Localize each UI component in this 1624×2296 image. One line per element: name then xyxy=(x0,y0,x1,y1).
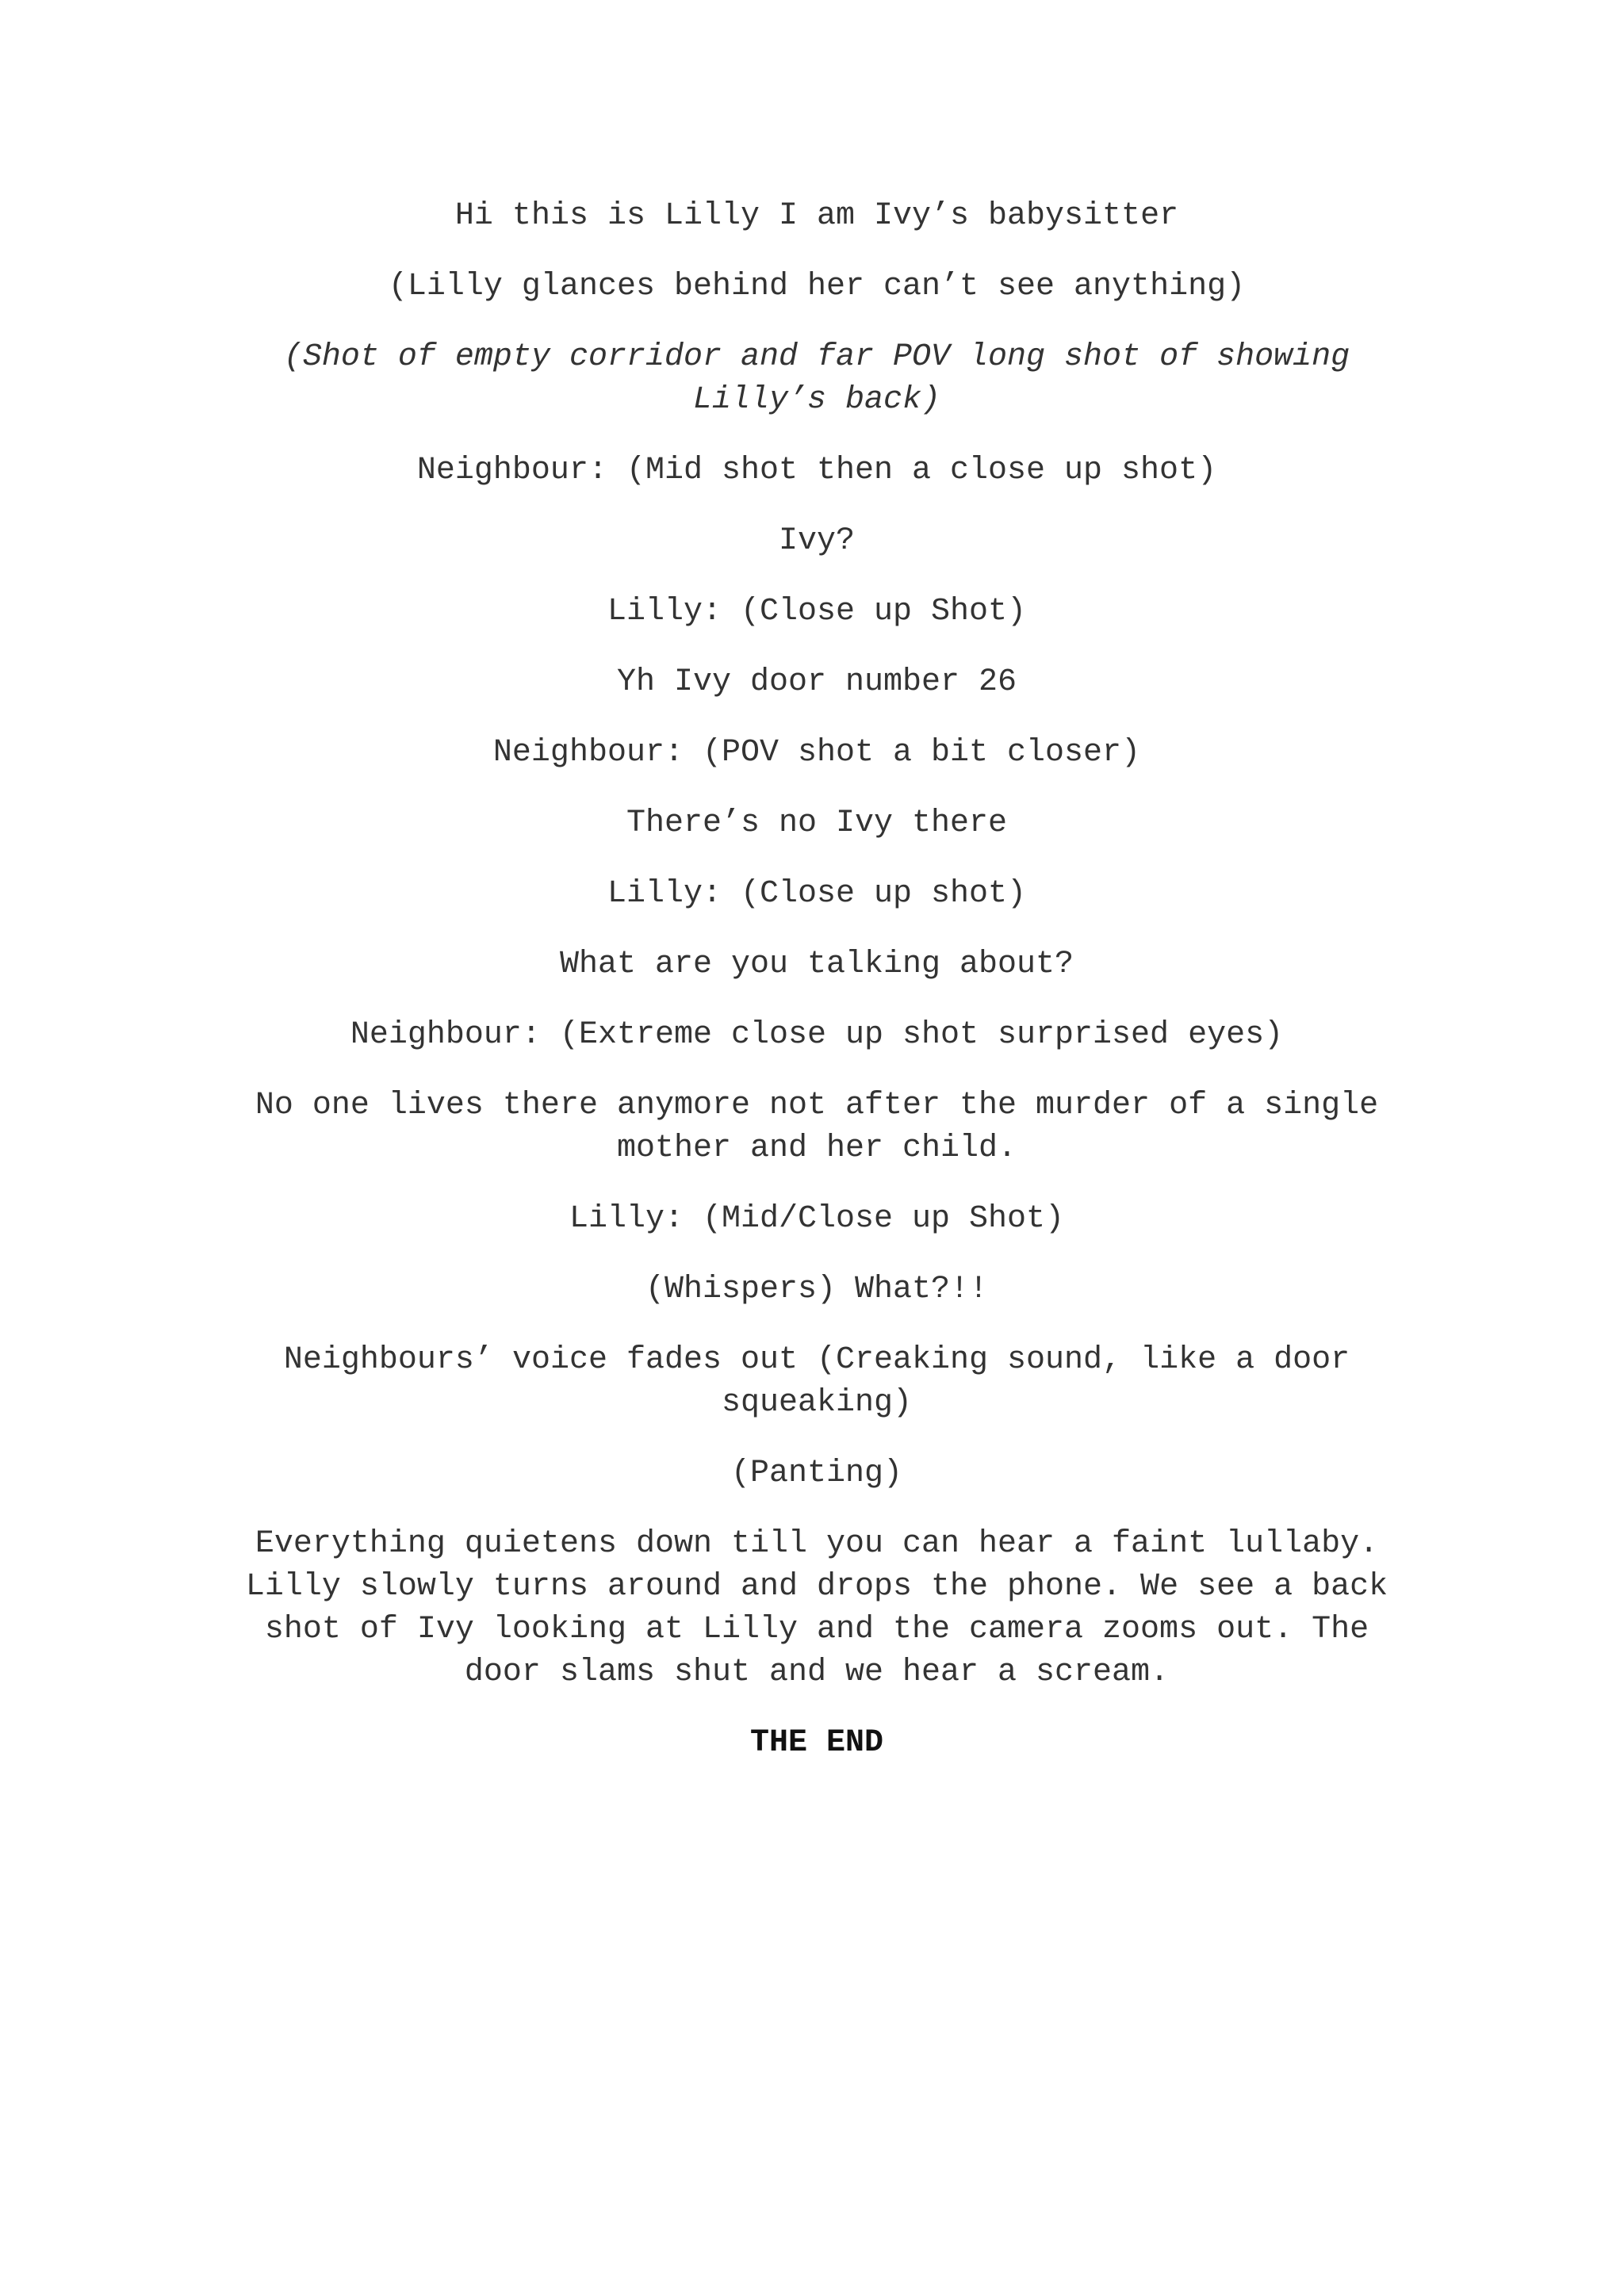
dialogue-line: No one lives there anymore not after the murder of a single mother and her child. xyxy=(255,1088,1379,1166)
dialogue-line: Ivy? xyxy=(778,523,855,559)
dialogue-line: What are you talking about? xyxy=(559,947,1074,982)
character-cue: Neighbour: (POV shot a bit closer) xyxy=(492,735,1141,771)
dialogue-line: Yh Ivy door number 26 xyxy=(616,664,1017,700)
character-cue: Lilly: (Close up Shot) xyxy=(607,594,1027,629)
camera-direction: (Shot of empty corridor and far POV long shot of showing Lilly’s back) xyxy=(283,339,1350,418)
script-body xyxy=(238,195,1396,1793)
stage-direction: (Panting) xyxy=(730,1456,903,1491)
dialogue-line: Hi this is Lilly I am Ivy’s babysitter xyxy=(454,198,1179,234)
character-cue: Lilly: (Mid/Close up Shot) xyxy=(569,1201,1065,1237)
character-cue: Lilly: (Close up shot) xyxy=(607,876,1027,912)
character-cue: Neighbour: (Mid shot then a close up shot) xyxy=(416,453,1217,488)
stage-direction: (Lilly glances behind her can’t see anything) xyxy=(388,269,1246,304)
closing-description: Everything quietens down till you can hear a faint lullaby. Lilly slowly turns around and drops the phone. We see a back shot of Ivy looking at Lilly and the camera zooms out. The door slams shut and we hear a scream. xyxy=(245,1526,1388,1690)
dialogue-line: (Whispers) What?!! xyxy=(645,1272,989,1307)
character-cue: Neighbour: (Extreme close up shot surprised eyes) xyxy=(350,1017,1284,1053)
stage-direction: Neighbours’ voice fades out (Creaking sound, like a door squeaking) xyxy=(283,1342,1350,1421)
end-title: THE END xyxy=(749,1725,884,1761)
dialogue-line: There’s no Ivy there xyxy=(626,806,1008,841)
